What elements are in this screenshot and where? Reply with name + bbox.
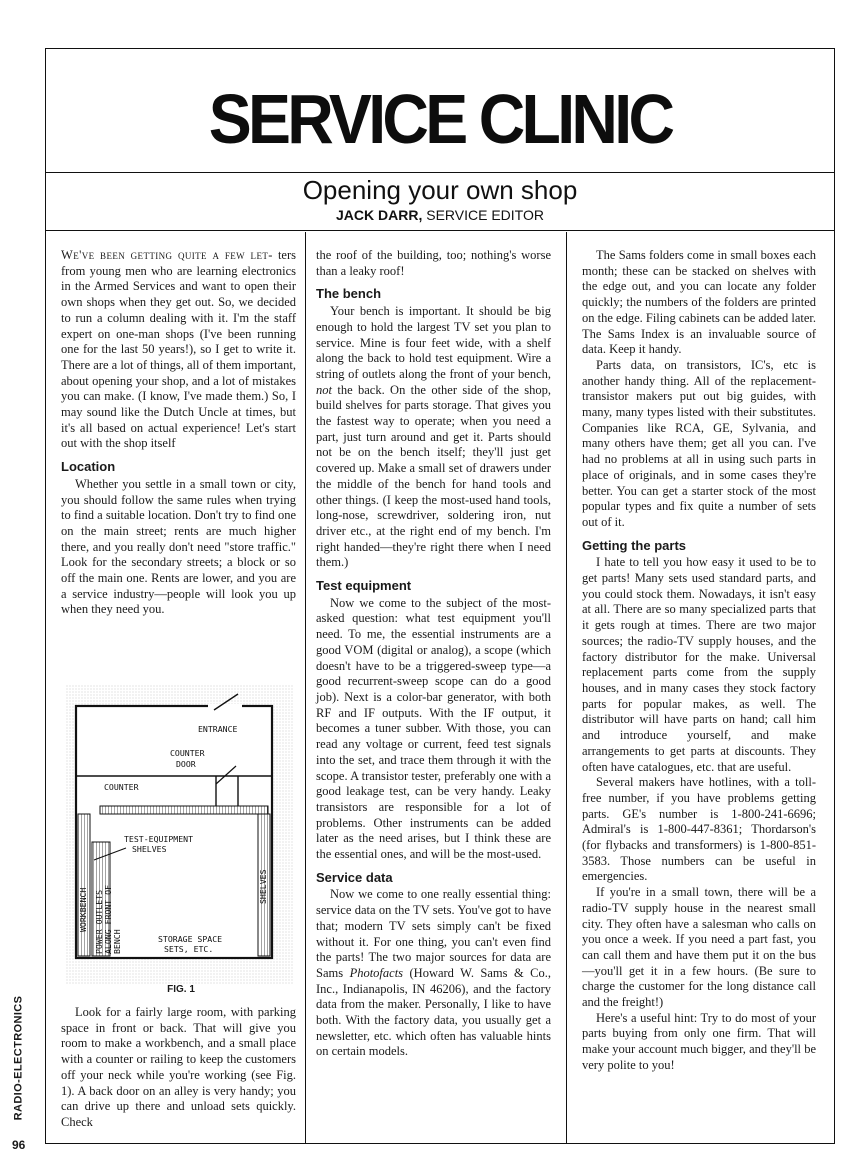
label-test-equipment: TEST-EQUIPMENT [124, 834, 194, 844]
text-run: (Howard W. Sams & Co., Inc., Indianapolis, IN 46206), and the factory data from the maker. Personally, I like to have both. With the factory data, you usually get a newsletter, etc. which often has valuable hints on certain models. [316, 965, 551, 1059]
article-title: Opening your own shop [302, 175, 578, 205]
label-shelves: SHELVES [258, 869, 268, 904]
section-heading-test-equipment: Test equipment [316, 578, 412, 594]
section-heading-location: Location [61, 459, 116, 475]
emphasis: not [316, 382, 332, 397]
paragraph: Several makers have hotlines, with a toll-free number, if you have problems getting parts. GE's number is 1-800-241-6696; Admiral's is 1-800-447-8361; Thordarson's (for flybacks and transformers) is 1-800-851-3583. Those numbers can be useful in emergencies. [582, 775, 816, 884]
label-storage: STORAGE SPACE [158, 934, 223, 944]
text-run: the back. On the other side of the shop, build shelves for parts storage. That gives you the fastest way to operate; when you need a part, just turn around and get it. Parts should not be on the bench itself; they'll just get covered up. Make a small set of drawers under the middle of the bench for hand tools and other things. (I keep the most-used hand tools, long-nose, screwdriver, soldering iron, nut driver etc., at the right end of my bench. I'm right handed—they're right there when I need them.) [316, 382, 551, 570]
text-run: Now we come to one really essential thing: service data on the TV sets. You've got to have that; modern TV sets simply can't be fixed without it. For one thing, you can't even find the parts! The two major sources for data are Sams [316, 887, 551, 980]
text-run: Your bench is important. It should be big enough to hold the largest TV set you plan to service. Mine is four feet wide, with a shelf along the back to hold test equipment. Wire a string of outlets along the front of your bench, [316, 304, 551, 381]
lead-text: ters from young men who are learning electronics in the Armed Services and want to open their own shops when they get out. So, we decided to run a column dealing with it. I'm the staff expert on one-man shops (I've been running one for the last 50 years!), so I get to write it. There are a lot of things, all of them important, about opening your shop, and a lot of mistakes you can make. (I know, I've made them.) So, I may sound like the Dutch Uncle at times, but it's all based on actual experience! Let's start out with the shop itself [61, 248, 296, 451]
label-workbench: WORKBENCH [78, 887, 88, 932]
paragraph: Whether you settle in a small town or city, you should follow the same rules when trying to find a suitable location. Don't try to find one on the main street; rents are much higher there, and you really don't need "store traffic." Look for the secondary streets; a block or so off the main one. Rents are lower, and you are a service industry—people will look you up when they need you. [61, 476, 296, 617]
label-counter: COUNTER [104, 782, 139, 792]
emphasis: Photofacts [349, 965, 404, 980]
column-divider [305, 232, 306, 1144]
magazine-sideline [8, 990, 28, 1130]
column-1-continued [61, 1005, 296, 1131]
label-along-front: ALONG FRONT OF [103, 884, 113, 954]
column-1 [61, 248, 296, 618]
label-power-outlets: POWER OUTLETS [94, 889, 104, 954]
paragraph: Now we come to the subject of the most-asked question: what test equipment you'll need. To me, the essential instruments are a good VOM (digital or analog), a scope (which doesn't have to be a triggered-sweep type—a good recurrent-sweep scope can do a good job). Next is a color-bar generator, with both RF and IF outputs. With the IF output, it becomes a tuner subber. With those, you can read any voltage or current, feed test signals into the set, and trace them through it with the scope. A transistor tester, preferably one with a good leakage test, can be very handy. Leaky transistors are responsible for a lot of problems. Other instruments can be added later as the need arises, but I think these are the essential ones, and will be the most-used. [316, 595, 551, 862]
label-test-equipment: SHELVES [132, 844, 167, 854]
byline [45, 207, 835, 223]
label-bench: BENCH [112, 929, 122, 954]
magazine-name: RADIO-ELECTRONICS [12, 995, 25, 1121]
paragraph: I hate to tell you how easy it used to be to get parts! Many sets used standard parts, and you could stock them. Nowadays, it isn't easy at all. There are so many specialized parts that it gets rough at times. There are two major sources; the radio-TV supply houses, and the factory distributor for the make. Universal replacement parts come from the supply houses, and in many cases they stock factory parts for popular makes, as well. The distributor will have parts on hand; call him and introduce yourself, and make arrangements to get parts at discounts. They often have catalogues, etc. that are useful. [582, 555, 816, 774]
lead-in: We've been getting quite a few let- [61, 248, 273, 262]
page-number: 96 [12, 1138, 26, 1152]
column-3 [582, 248, 816, 1074]
label-entrance: ENTRANCE [198, 724, 238, 734]
column-divider [566, 232, 567, 1144]
figure-caption: FIG. 1 [167, 984, 195, 995]
workbench-shape [78, 814, 90, 956]
section-heading-bench: The bench [316, 286, 382, 302]
lead-paragraph [61, 248, 296, 452]
column-2 [316, 248, 551, 1060]
column-title: SERVICE CLINIC [208, 80, 672, 158]
paragraph: Here's a useful hint: Try to do most of your parts buying from only one firm. That will make your account much bigger, and they'll be very polite to you! [582, 1010, 816, 1072]
paragraph [316, 304, 551, 571]
label-counter-door: COUNTER [170, 748, 205, 758]
paragraph: If you're in a small town, there will be a radio-TV supply house in the nearest small city. They often have a salesman who calls on you once a week. If you need a part fast, you can call them and have them put it on the bus—you'll get it in a few hours. (Be sure to charge the customer for the long distance call and the freight!) [582, 885, 816, 1010]
floor-plan-diagram [66, 664, 296, 984]
masthead [45, 48, 835, 173]
label-counter-door: DOOR [176, 759, 196, 769]
back-wall-shelf [100, 806, 268, 814]
section-heading-getting-parts: Getting the parts [582, 537, 687, 553]
paragraph: Parts data, on transistors, IC's, etc is another handy thing. All of the replacement-transistor makers put out big guides, with many, many types listed with their substitutes. Companies like RCA, GE, Sylvania, and many others have them; get all you can. I've had no problems at all in using such parts in place of originals, and in some cases they're better. You can get a starter stock of the most popular types and fix quite a number of sets out of it. [582, 357, 816, 529]
figure-1 [66, 664, 296, 994]
author-role: SERVICE EDITOR [422, 207, 544, 223]
paragraph [316, 887, 551, 1060]
author-name: JACK DARR, [336, 207, 423, 223]
paragraph: the roof of the building, too; nothing's worse than a leaky roof! [316, 248, 551, 278]
label-storage: SETS, ETC. [164, 944, 214, 954]
section-heading-service-data: Service data [316, 869, 393, 885]
paragraph: Look for a fairly large room, with parking space in front or back. That will give you room to make a workbench, and a small place with a counter or railing to keep the customers off your neck while you're working (see Fig. 1). A back door on an alley is very handy; you can drive up there and unload sets quickly. Check [61, 1005, 296, 1129]
paragraph: The Sams folders come in small boxes each month; these can be stacked on shelves with the edge out, and you can locate any folder quickly; the numbers of the folders are printed on the edge. Filing cabinets can be added later. The Sams Index is an invaluable source of data. Keep it handy. [582, 248, 816, 357]
article-header [45, 173, 835, 231]
